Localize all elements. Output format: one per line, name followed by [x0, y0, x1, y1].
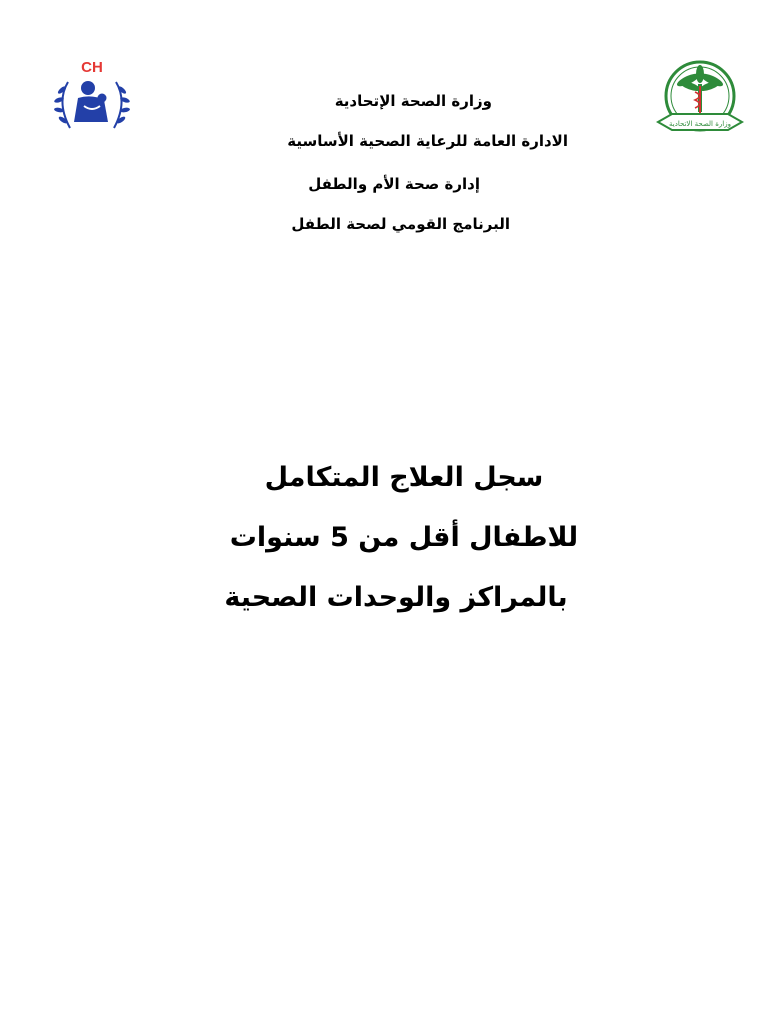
department-name: الادارة العامة للرعاية الصحية الأساسية	[287, 132, 568, 150]
unicef-ch-logo	[46, 56, 138, 140]
division-name: إدارة صحة الأم والطفل	[308, 175, 480, 193]
svg-text:CH: CH	[81, 59, 103, 76]
document-title	[0, 460, 768, 640]
program-name: البرنامج القومي لصحة الطفل	[291, 215, 510, 233]
seal-ribbon-text: وزارة الصحة الاتحادية	[669, 120, 731, 128]
title-line-1: سجل العلاج المتكامل	[264, 462, 544, 493]
ministry-of-health-seal-icon	[654, 56, 746, 142]
ministry-of-health-logo	[654, 56, 746, 142]
title-line-2: للاطفال أقل من 5 سنوات	[229, 522, 579, 553]
ministry-name: وزارة الصحة الإتحادية	[334, 92, 492, 110]
unicef-ch-emblem-icon	[46, 56, 138, 140]
title-line-3: بالمراكز والوحدات الصحية	[224, 582, 568, 613]
